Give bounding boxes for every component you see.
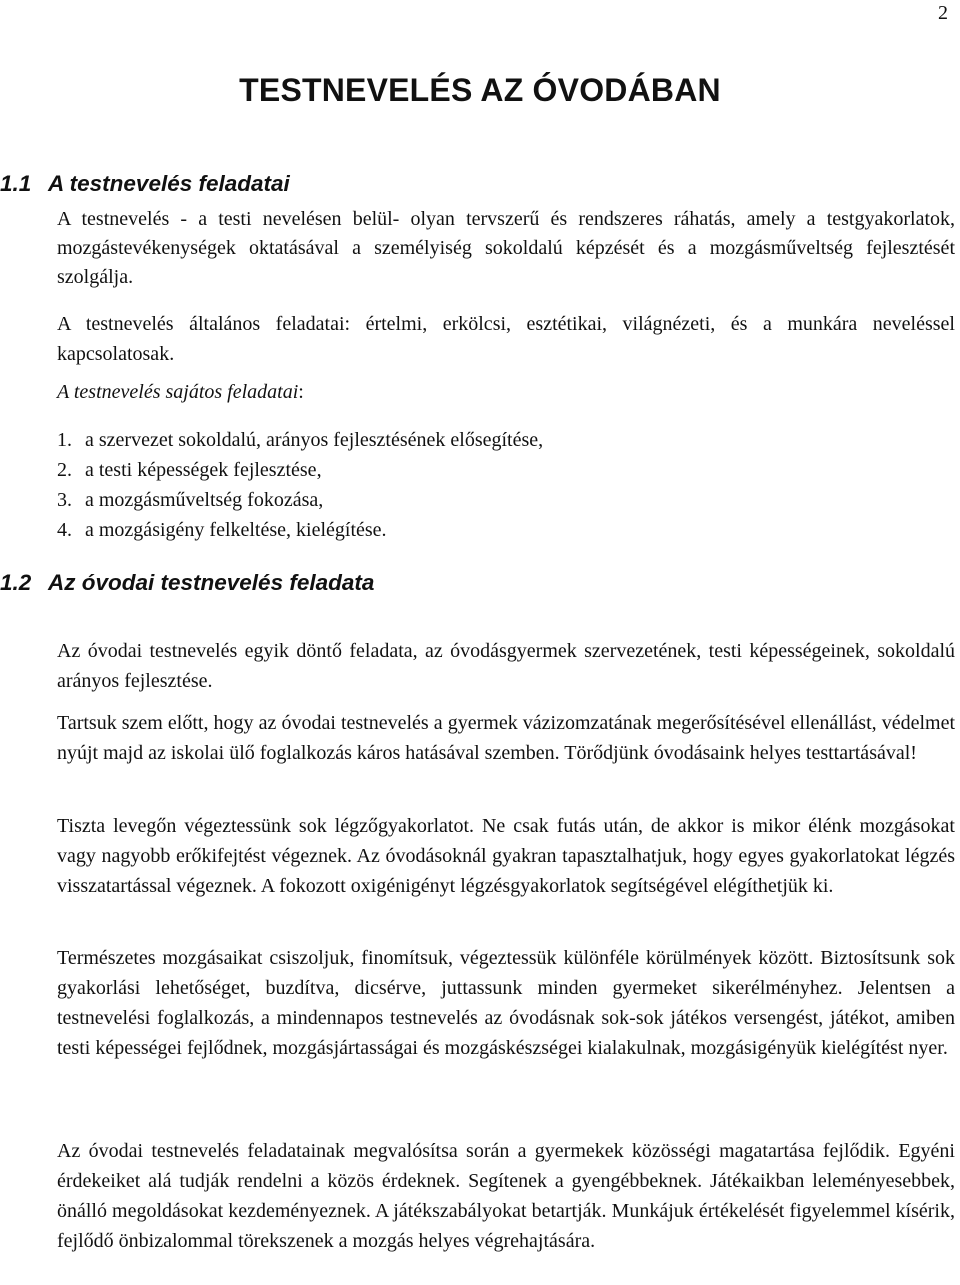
document-title: TESTNEVELÉS AZ ÓVODÁBAN — [239, 72, 721, 108]
list-item: 1. a szervezet sokoldalú, arányos fejlesztésének elősegítése, — [57, 429, 544, 451]
specific-tasks-list — [57, 425, 543, 545]
paragraph: Az óvodai testnevelés egyik döntő feladata, az óvodásgyermek szervezetének, testi képességeinek, sokoldalú arányos fejlesztése. — [57, 640, 955, 692]
specific-tasks-label — [57, 381, 304, 404]
list-item: 4. a mozgásigény felkeltése, kielégítése. — [57, 519, 387, 541]
list-item: 3. a mozgásműveltség fokozása, — [57, 489, 324, 511]
paragraph: Természetes mozgásaikat csiszoljuk, finomítsuk, végeztessük különféle körülmények között. Biztosítsunk sok gyakorlási lehetőséget, buzdítva, dicsérve, juttassunk minden gyermeket sikerélményhez. Jelentsen a testnevelési foglalkozás, a mindennapos testnevelés az óvodásnak sok-sok játékos versengést, játékot, amiben testi képességei fejlődnek, mozgásjártasságai és mozgáskészségei kialakulnak, mozgásigényük kielégítést nyer. — [57, 947, 955, 1059]
section-title: Az óvodai testnevelés feladata — [48, 570, 375, 595]
paragraph: Az óvodai testnevelés feladatainak megvalósítsa során a gyermekek közösségi magatartása fejlődik. Egyéni érdekeiket alá tudják rendelni a közös érdeknek. Segítenek a gyengébbeknek. Játékaikban leleményesebbek, önálló megoldásokat kezdeményeznek. A játékszabályokat betartják. Munkájuk értékelését figyelemmel kísérik, fejlődő önbizalommal törekszenek a mozgás helyes végrehajtására. — [57, 1140, 955, 1252]
page-number: 2 — [938, 2, 948, 24]
list-item: 2. a testi képességek fejlesztése, — [57, 459, 322, 481]
section-1-1-heading — [0, 171, 290, 197]
specific-tasks-label-text: A testnevelés sajátos feladatai — [57, 381, 299, 403]
paragraph: Tiszta levegőn végeztessünk sok légzőgyakorlatot. Ne csak futás után, de akkor is mikor élénk mozgásokat vagy nagyobb erőkifejtést végeznek. Az óvodásoknál gyakran tapasztalhatjuk, hogy egyes gyakorlatokat légzés visszatartással végeznek. A fokozott oxigénigényt légzésgyakorlatok segítségével elégíthetjük ki. — [57, 815, 955, 897]
section-1-2-heading — [0, 570, 374, 596]
paragraph: Tartsuk szem előtt, hogy az óvodai testnevelés a gyermek vázizomzatának megerősítésével ellenállást, védelmet nyújt majd az iskolai ülő foglalkozás káros hatásával szemben. Törődjünk óvodásaink helyes testtartásával! — [57, 712, 955, 764]
section-number: 1.2 — [0, 570, 32, 595]
general-tasks-paragraph: A testnevelés általános feladatai: értelmi, erkölcsi, esztétikai, világnézeti, és a munkára neveléssel kapcsolatosak. — [57, 313, 955, 365]
specific-tasks-colon: : — [298, 381, 304, 403]
section-title: A testnevelés feladatai — [48, 171, 290, 196]
intro-paragraph: A testnevelés - a testi nevelésen belül- olyan tervszerű és rendszeres ráhatás, amely a testgyakorlatok, mozgástevékenységek oktatásával a személyiség sokoldalú képzését és a mozgásműveltség fejlesztését szolgálja. — [57, 208, 955, 288]
section-number: 1.1 — [0, 171, 32, 196]
